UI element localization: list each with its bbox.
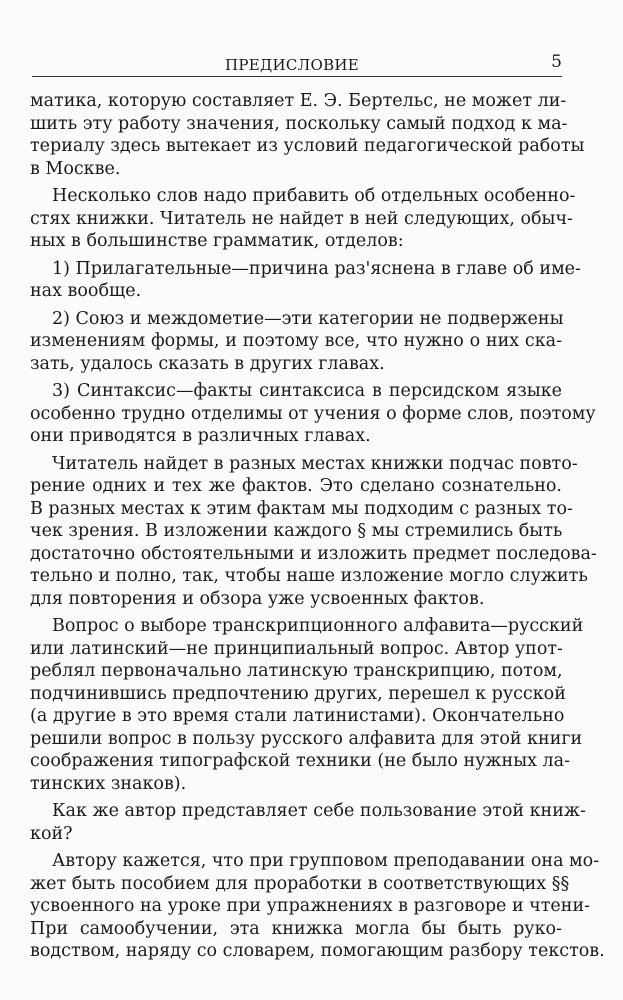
text-line: реблял первоначально латинскую транскрипцию, потом, [30, 661, 563, 681]
paragraph [30, 90, 585, 180]
body-text [30, 90, 605, 963]
page-title: ПРЕДИСЛОВИЕ [225, 56, 360, 74]
text-line: териалу здесь вытекает из условий педагогической работы [30, 136, 585, 156]
text-line: жет быть пособием для проработки в соответствующих §§ [30, 873, 570, 894]
paragraph [30, 185, 576, 253]
text-line: особенно трудно отделимы от учения о форме слов, поэтому [30, 403, 596, 424]
text-line: кой? [30, 823, 73, 844]
text-line: При самообучении, эта книжка могла бы быть руко- [30, 918, 562, 939]
text-line: или латинский—не принципиальный вопрос. Автор упот- [30, 638, 563, 659]
text-line: Несколько слов надо прибавить об отдельных особенно- [52, 186, 576, 206]
header-rule [32, 76, 562, 77]
text-line: изменениям формы, и поэтому все, что нужно о них ска- [30, 331, 562, 351]
text-line: они приводятся в различных главах. [30, 426, 371, 446]
text-line: водством, наряду со словарем, помогающим разбору текстов. [30, 941, 605, 961]
text-line: соображения типографской техники (не было нужных ла- [30, 751, 571, 771]
text-line: подчинившись предпочтению других, перешел к русской [30, 683, 566, 704]
text-line: в Москве. [30, 158, 121, 179]
paragraph [30, 453, 597, 611]
text-line: решили вопрос в пользу русского алфавита для этой книги [30, 728, 583, 749]
text-line: усвоенного на уроке при упражнениях в разговоре и чтени- [30, 896, 591, 916]
text-line: В разных местах к этим фактам мы подходим с разных то- [30, 498, 573, 519]
text-line: Как же автор представляет себе пользование этой книж- [52, 801, 586, 821]
text-line: Вопрос о выборе транскрипционного алфавита—русский [52, 616, 584, 636]
text-line: 3) Синтаксис—факты синтаксиса в персидском языке [52, 381, 562, 401]
text-line: 2) Союз и междометие—эти категории не подвержены [52, 308, 564, 329]
paragraph [30, 308, 562, 376]
text-line: матика, которую составляет Е. Э. Бертельс, не может ли- [30, 91, 567, 111]
text-line: чек зрения. В изложении каждого § мы стремились быть [30, 521, 563, 541]
paragraph [30, 380, 596, 448]
text-line: зать, удалось сказать в других главах. [30, 353, 385, 374]
paragraph [30, 258, 581, 303]
text-line: рение одних и тех же фактов. Это сделано сознательно. [30, 476, 562, 496]
page-number: 5 [551, 52, 562, 72]
text-line: (а другие в это время стали латинистами). Окончательно [30, 706, 565, 726]
text-line: тельно и полно, так, чтобы наше изложение могло служить [30, 566, 588, 586]
text-line: Автору кажется, что при групповом преподавании она мо- [52, 851, 600, 871]
running-head [30, 50, 562, 76]
paragraph [30, 850, 605, 963]
text-line: ных в большинстве грамматик, отделов: [30, 231, 404, 251]
text-line: для повторения и обзора уже усвоенных фактов. [30, 588, 485, 609]
paragraph [30, 800, 586, 845]
text-line: шить эту работу значения, поскольку самый подход к ма- [30, 113, 568, 134]
text-line: стях книжки. Читатель не найдет в ней следующих, обыч- [30, 208, 573, 229]
paragraph [30, 615, 584, 795]
text-line: 1) Прилагательные—причина раз'яснена в главе об име- [52, 258, 581, 279]
text-line: достаточно обстоятельными и изложить предмет последова- [30, 543, 597, 564]
text-line: нах вообще. [30, 281, 142, 301]
book-page [30, 50, 605, 963]
text-line: тинских знаков). [30, 773, 187, 794]
text-line: Читатель найдет в разных местах книжки подчас повто- [52, 453, 578, 474]
